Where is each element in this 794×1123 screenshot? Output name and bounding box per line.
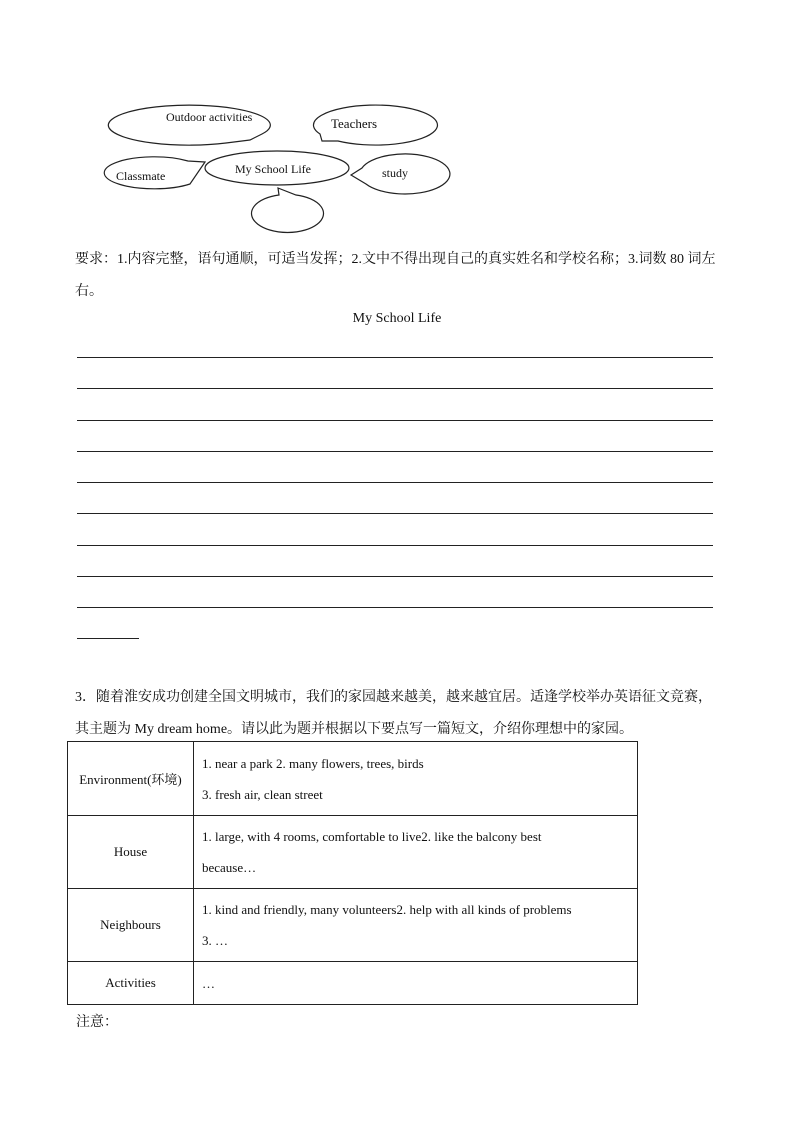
table-row (68, 816, 638, 889)
label-center: My School Life (235, 162, 311, 176)
row-content (194, 889, 638, 962)
row-label: Activities (68, 962, 194, 1005)
content-line: 3. … (202, 933, 228, 948)
bubble-empty (252, 188, 324, 232)
writing-line[interactable] (77, 607, 713, 608)
content-line: 1. kind and friendly, many volunteers2. help with all kinds of problems (202, 902, 572, 917)
key-points-table (67, 741, 638, 1005)
essay-title: My School Life (352, 311, 442, 326)
question-3 (75, 682, 725, 746)
requirements-text: 要求：1.内容完整，语句通顺，可适当发挥；2.文中不得出现自己的真实姓名和学校名称；3.词数 80 词左右。 (75, 252, 716, 299)
content-line: 1. near a park 2. many flowers, trees, birds (202, 755, 424, 771)
writing-line[interactable] (77, 545, 713, 546)
label-outdoor: Outdoor activities (166, 110, 253, 124)
row-content (194, 742, 638, 816)
row-content (194, 816, 638, 889)
table-row (68, 742, 638, 816)
content-line: 3. fresh air, clean street (202, 786, 323, 802)
label-classmate: Classmate (116, 169, 166, 183)
content-line: … (202, 975, 215, 991)
writing-line[interactable] (77, 576, 713, 577)
writing-line-short[interactable] (77, 638, 139, 639)
writing-line[interactable] (77, 482, 713, 483)
writing-line[interactable] (77, 357, 713, 358)
content-line: because… (202, 860, 257, 875)
table-row (68, 962, 638, 1005)
row-content (194, 962, 638, 1005)
content-line: 1. large, with 4 rooms, comfortable to live2. like the balcony best (202, 829, 542, 844)
writing-line[interactable] (77, 513, 713, 514)
label-teachers: Teachers (331, 116, 378, 131)
label-study: study (382, 166, 409, 180)
mind-map (0, 0, 794, 240)
row-label: House (68, 816, 194, 889)
question-number: 3． (75, 690, 96, 705)
row-label: Neighbours (68, 889, 194, 962)
table-row (68, 889, 638, 962)
question-prompt: 随着淮安成功创建全国文明城市，我们的家园越来越美，越来越宜居。适逢学校举办英语征文竞赛，其主题为 My dream home。请以此为题并根据以下要点写一篇短文，介绍你理想中的家园。 (75, 690, 712, 737)
row-label: Environment(环境) (68, 742, 194, 816)
note-label: 注意： (76, 1015, 118, 1030)
writing-line[interactable] (77, 388, 713, 389)
writing-line[interactable] (77, 451, 713, 452)
writing-line[interactable] (77, 420, 713, 421)
